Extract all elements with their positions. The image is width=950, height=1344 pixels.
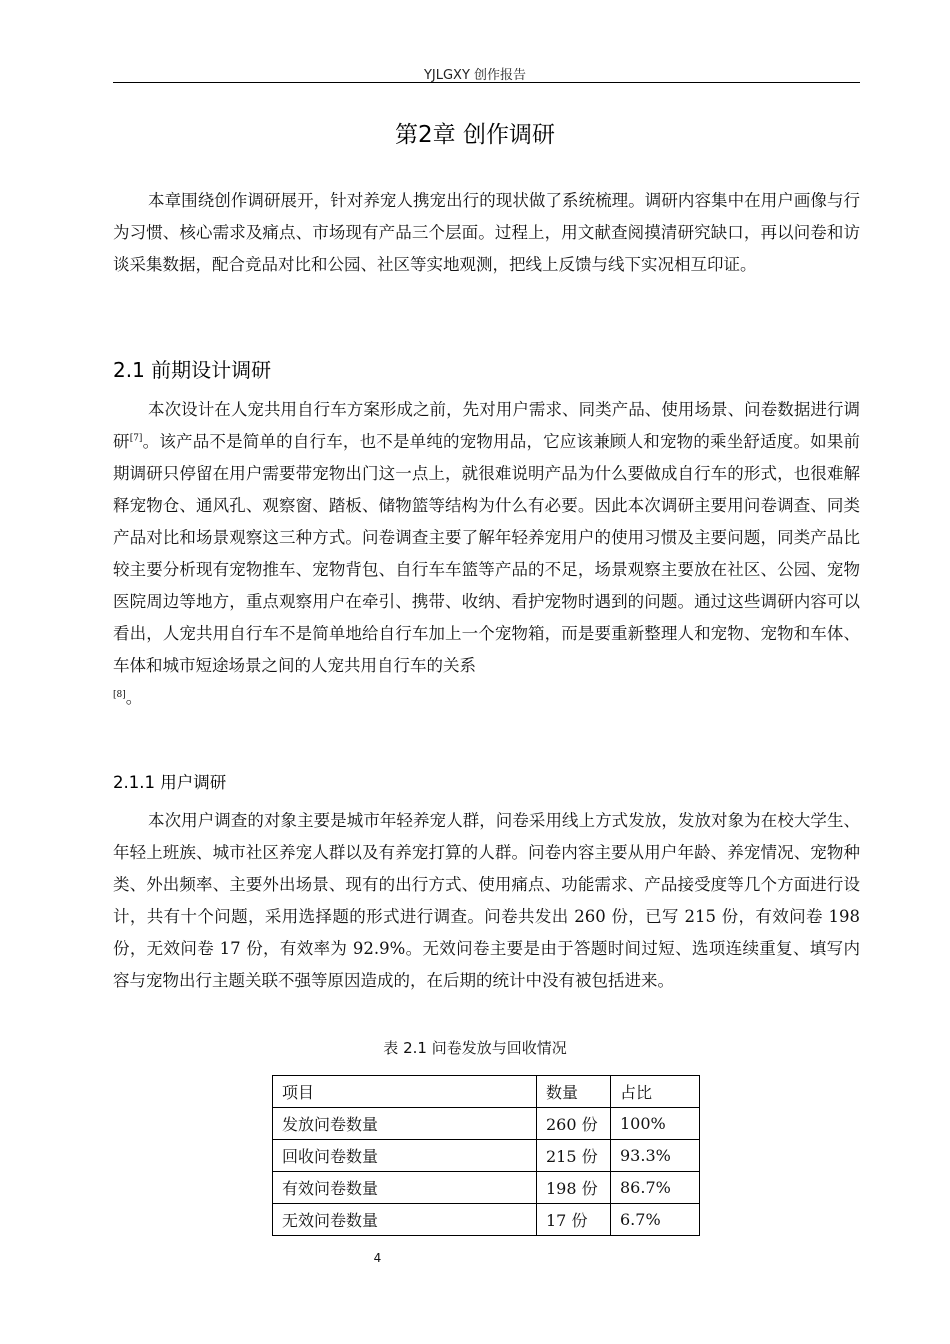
table-cell: 发放问卷数量 xyxy=(273,1108,537,1140)
table-header-cell: 数量 xyxy=(537,1076,611,1108)
header-divider xyxy=(113,82,860,83)
section-2-1-text-c: 。 xyxy=(125,688,143,707)
citation-8: [8] xyxy=(113,690,126,700)
citation-7: [7] xyxy=(129,433,143,444)
section-2-1-1-paragraph xyxy=(113,805,860,997)
section-2-1-text-b: 。该产品不是简单的自行车，也不是单纯的宠物用品，它应该兼顾人和宠物的乘坐舒适度。如果前期调研只停留在用户需要带宠物出门这一点上，就很难说明产品为什么要做成自行车的形式，也很难解释宠物仓、通风孔、观察窗、踏板、储物篮等结构为什么有必要。因此本次调研主要用问卷调查、同类产品对比和场景观察这三种方式。问卷调查主要了解年轻养宠用户的使用习惯及主要问题，同类产品比较主要分析现有宠物推车、宠物背包、自行车车篮等产品的不足，场景观察主要放在社区、公园、宠物医院周边等地方，重点观察用户在牵引、携带、收纳、看护宠物时遇到的问题。通过这些调研内容可以看出，人宠共用自行车不是简单地给自行车加上一个宠物箱，而是要重新整理人和宠物、宠物和车体、车体和城市短途场景之间的人宠共用自行车的关系 xyxy=(113,432,860,675)
table-header-cell: 占比 xyxy=(611,1076,700,1108)
table-cell: 17 份 xyxy=(537,1204,611,1236)
table-row xyxy=(273,1108,700,1140)
section-2-1-paragraph xyxy=(113,394,860,717)
table-cell: 215 份 xyxy=(537,1140,611,1172)
intro-text: 本章围绕创作调研展开，针对养宠人携宠出行的现状做了系统梳理。调研内容集中在用户画像与行为习惯、核心需求及痛点、市场现有产品三个层面。过程上，用文献查阅摸清研究缺口，再以问卷和访谈采集数据，配合竞品对比和公园、社区等实地观测，把线上反馈与线下实况相互印证。 xyxy=(113,191,860,274)
section-2-1-text-a: 本次设计在人宠共用自行车方案形成之前，先对用户需求、同类产品、使用场景、问卷数据进行调研 xyxy=(113,400,860,451)
table-header-cell: 项目 xyxy=(273,1076,537,1108)
section-heading-2-1-1: 2.1.1 用户调研 xyxy=(113,773,227,792)
table-cell: 100% xyxy=(611,1108,700,1140)
table-cell: 93.3% xyxy=(611,1140,700,1172)
table-cell: 86.7% xyxy=(611,1172,700,1204)
table-cell: 6.7% xyxy=(611,1204,700,1236)
page-number: 4 xyxy=(373,1251,382,1265)
table-header-row xyxy=(273,1076,700,1108)
survey-table xyxy=(272,1075,700,1236)
table-cell: 198 份 xyxy=(537,1172,611,1204)
table-row xyxy=(273,1140,700,1172)
table-caption: 表 2.1 问卷发放与回收情况 xyxy=(383,1039,567,1057)
section-heading-2-1: 2.1 前期设计调研 xyxy=(113,358,272,382)
table-row xyxy=(273,1172,700,1204)
page-header: YJLGXY 创作报告 xyxy=(423,68,527,83)
table-cell: 无效问卷数量 xyxy=(273,1204,537,1236)
table-cell: 260 份 xyxy=(537,1108,611,1140)
intro-paragraph xyxy=(113,185,860,281)
section-2-1-1-text: 本次用户调查的对象主要是城市年轻养宠人群，问卷采用线上方式发放，发放对象为在校大学生、年轻上班族、城市社区养宠人群以及有养宠打算的人群。问卷内容主要从用户年龄、养宠情况、宠物种类、外出频率、主要外出场景、现有的出行方式、使用痛点、功能需求、产品接受度等几个方面进行设计，共有十个问题，采用选择题的形式进行调查。问卷共发出 260 份，已写 215 份，有效问卷 198 份，无效问卷 17 份，有效率为 92.9%。无效问卷主要是由于答题时间过短、选项连续重复、填写内容与宠物出行主题关联不强等原因造成的，在后期的统计中没有被包括进来。 xyxy=(113,811,860,990)
table-cell: 回收问卷数量 xyxy=(273,1140,537,1172)
chapter-title: 第2章 创作调研 xyxy=(395,122,555,148)
table-cell: 有效问卷数量 xyxy=(273,1172,537,1204)
table-row xyxy=(273,1204,700,1236)
